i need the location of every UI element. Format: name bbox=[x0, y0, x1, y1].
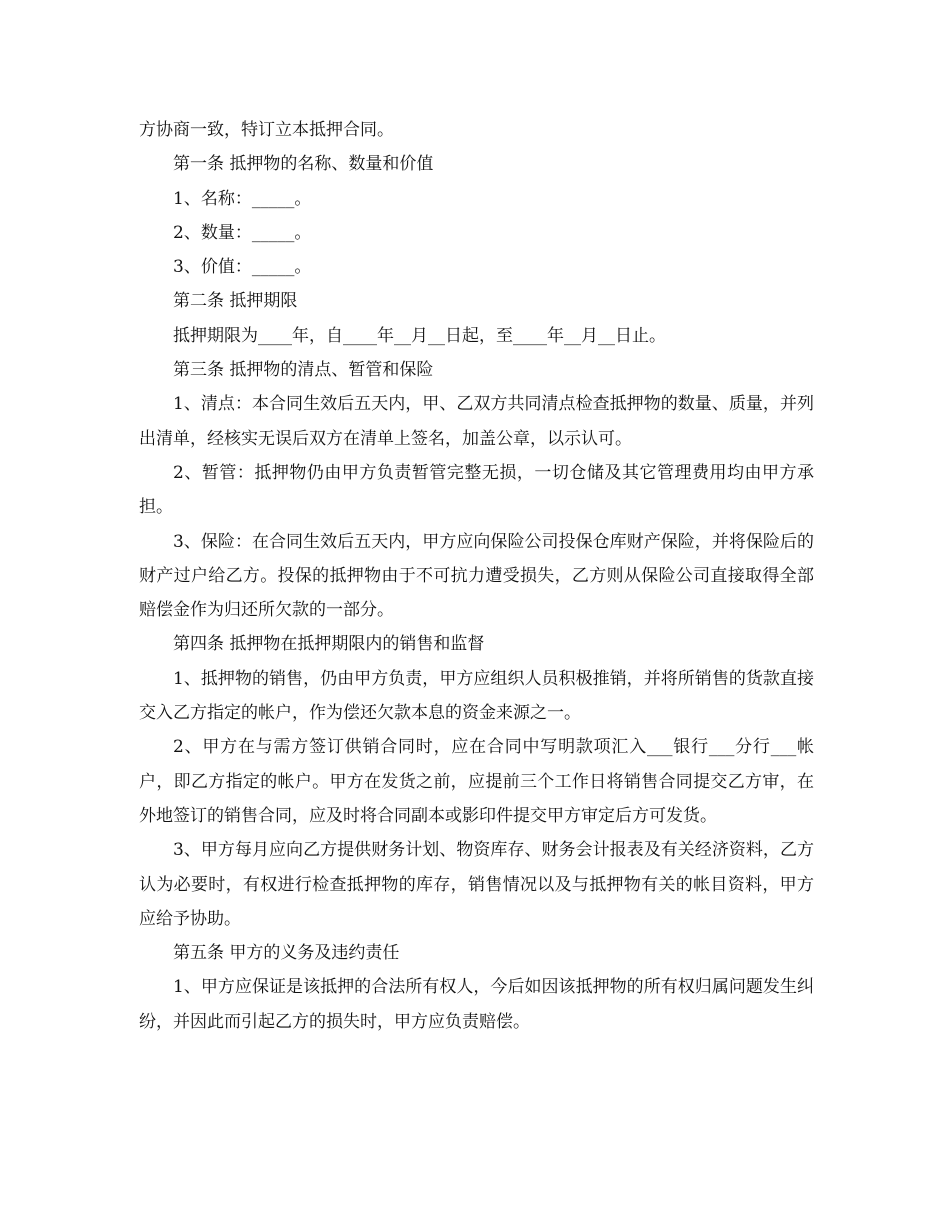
article-2-heading: 第二条 抵押期限 bbox=[173, 291, 298, 312]
document-body bbox=[139, 113, 814, 1039]
article-4-item-contracts: 2、甲方在与需方签订供销合同时，应在合同中写明款项汇入___银行___分行___帐户，即乙方指定的帐户。甲方在发货之前，应提前三个工作日将销售合同提交乙方审，在外地签订的销售合同，应及时将合同副本或影印件提交甲方审定后方可发货。 bbox=[139, 737, 814, 826]
article-3-heading: 第三条 抵押物的清点、暂管和保险 bbox=[173, 360, 434, 381]
paragraph-intro-continuation: 方协商一致，特订立本抵押合同。 bbox=[139, 120, 394, 140]
article-1-item-value: 3、价值：_____。 bbox=[173, 257, 312, 278]
article-4-item-reporting: 3、甲方每月应向乙方提供财务计划、物资库存、财务会计报表及有关经济资料，乙方认为必要时，有权进行检查抵押物的库存，销售情况以及与抵押物有关的帐目资料，甲方应给予协助。 bbox=[139, 840, 814, 929]
article-4-heading: 第四条 抵押物在抵押期限内的销售和监督 bbox=[173, 634, 485, 655]
article-3-item-insurance: 3、保险：在合同生效后五天内，甲方应向保险公司投保仓库财产保险，并将保险后的财产过户给乙方。投保的抵押物由于不可抗力遭受损失，乙方则从保险公司直接取得全部赔偿金作为归还所欠款的一部分。 bbox=[139, 531, 814, 621]
article-5-item-ownership: 1、甲方应保证是该抵押的合法所有权人，今后如因该抵押物的所有权归属问题发生纠纷，并因此而引起乙方的损失时，甲方应负责赔偿。 bbox=[139, 977, 814, 1032]
article-1-item-name: 1、名称：_____。 bbox=[173, 188, 312, 209]
article-4-item-sales: 1、抵押物的销售，仍由甲方负责，甲方应组织人员积极推销，并将所销售的货款直接交入乙方指定的帐户，作为偿还欠款本息的资金来源之一。 bbox=[139, 668, 814, 724]
article-3-item-custody: 2、暂管：抵押物仍由甲方负责暂管完整无损，一切仓储及其它管理费用均由甲方承担。 bbox=[139, 462, 814, 518]
article-2-term: 抵押期限为____年，自____年__月__日起，至____年__月__日止。 bbox=[173, 325, 666, 346]
article-3-item-inventory: 1、清点：本合同生效后五天内，甲、乙双方共同清点检查抵押物的数量、质量，并列出清单，经核实无误后双方在清单上签名，加盖公章，以示认可。 bbox=[139, 394, 814, 449]
article-1-heading: 第一条 抵押物的名称、数量和价值 bbox=[173, 154, 434, 175]
article-5-heading: 第五条 甲方的义务及违约责任 bbox=[173, 943, 400, 964]
article-1-item-quantity: 2、数量：_____。 bbox=[173, 222, 312, 243]
